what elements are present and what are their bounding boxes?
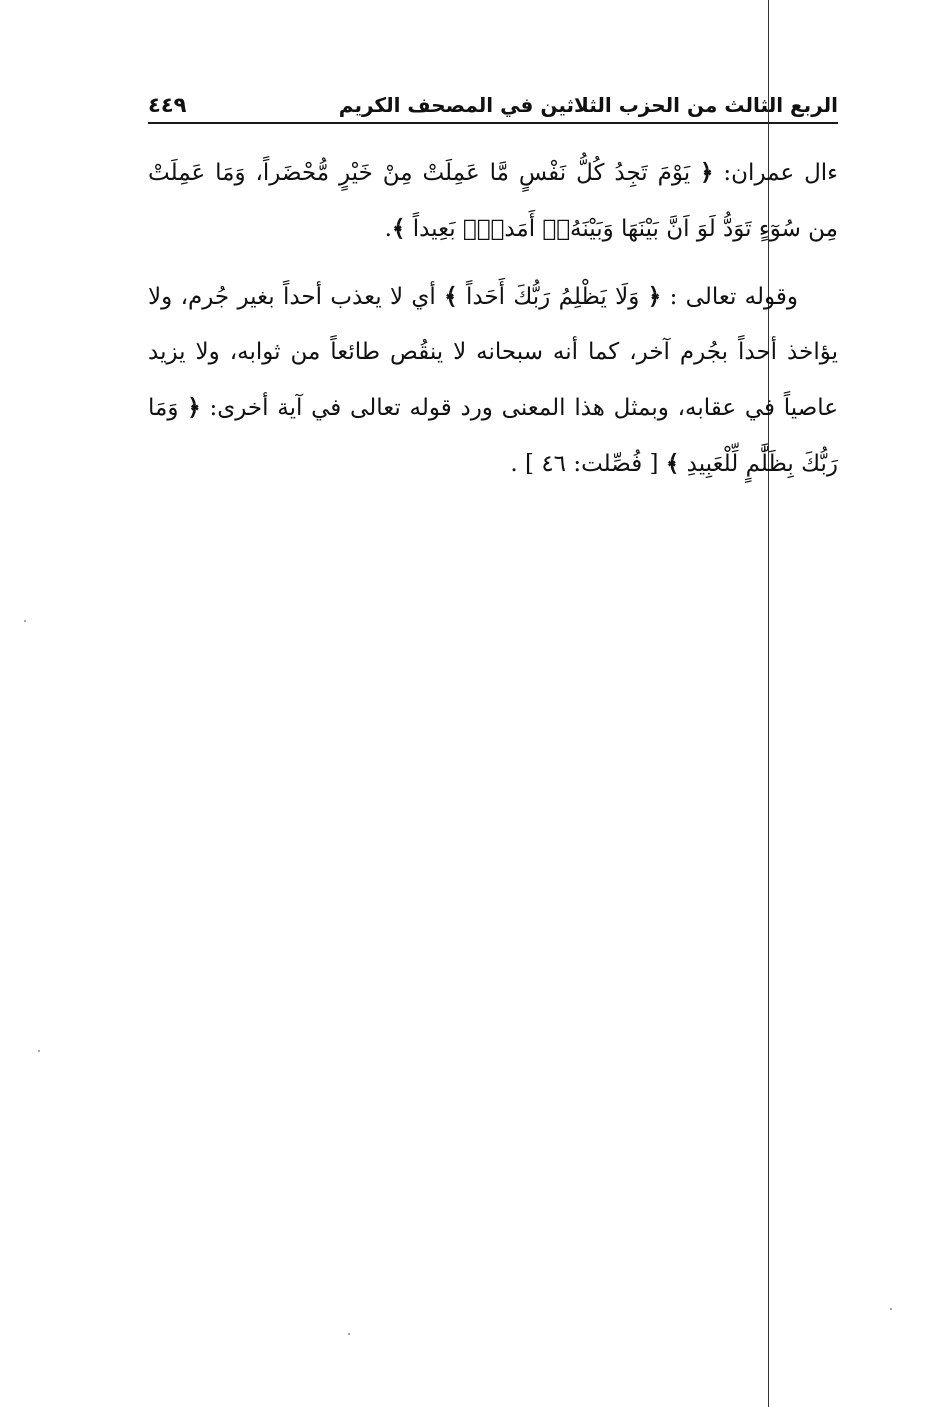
- paragraph-2: [148, 269, 838, 492]
- paragraph-1: [148, 145, 838, 257]
- verse-open-bracket: ﴿: [187, 394, 201, 421]
- paragraph-1-tail: .: [384, 216, 392, 242]
- quran-verse-1: يَوْمَ تَجِدُ كُلُّ نَفْسٍ مَّا عَمِلَتْ مِنْ خَيْرٍ مُّحْضَراً، وَمَا عَمِلَتْ مِن سُوٓءٍ تَوَدُّ لَوَ اَنَّ بَيْنَهَا وَبَيْنَهُۥٓ أَمَداًۢ بَعِيداً: [148, 160, 838, 242]
- verse-citation: [ فُصِّلت: ٤٦ ] .: [510, 451, 666, 477]
- verse-close-bracket: ﴾: [444, 283, 458, 310]
- verse-close-bracket: ﴾: [665, 450, 680, 477]
- quran-verse-3: وَمَا رَبُّكَ بِظَلَّٰمٍ لِّلْعَبِيدِ: [148, 395, 838, 477]
- paragraph-2-lead: وقوله تعالى :: [661, 284, 799, 310]
- body-text: [148, 145, 838, 492]
- quran-verse-2: وَلَا يَظْلِمُ رَبُّكَ أَحَداً: [457, 284, 648, 310]
- page-header: [148, 86, 838, 120]
- scan-speck: [348, 1333, 350, 1335]
- verse-open-bracket: ﴿: [700, 159, 714, 186]
- scan-speck: [24, 620, 26, 622]
- scan-speck: [890, 1308, 892, 1310]
- page-number: ٤٤٩: [148, 93, 187, 117]
- running-title: الربع الثالث من الحزب الثلاثين في المصحف الكريم: [338, 93, 838, 117]
- verse-open-bracket: ﴿: [647, 283, 662, 310]
- paragraph-2-commentary: أي لا يعذب أحداً بغير جُرم، ولا يؤاخذ أحداً بجُرم آخر، كما أنه سبحانه لا ينقُص طائعاً من ثوابه، ولا يزيد عاصياً في عقابه، وبمثل هذا المعنى ورد قوله تعالى في آية أخرى:: [148, 284, 839, 421]
- header-rule: [148, 122, 838, 124]
- paragraph-1-lead: ءال عمران:: [713, 160, 838, 186]
- scan-speck: [38, 1050, 40, 1052]
- verse-close-bracket: ﴾: [391, 215, 406, 242]
